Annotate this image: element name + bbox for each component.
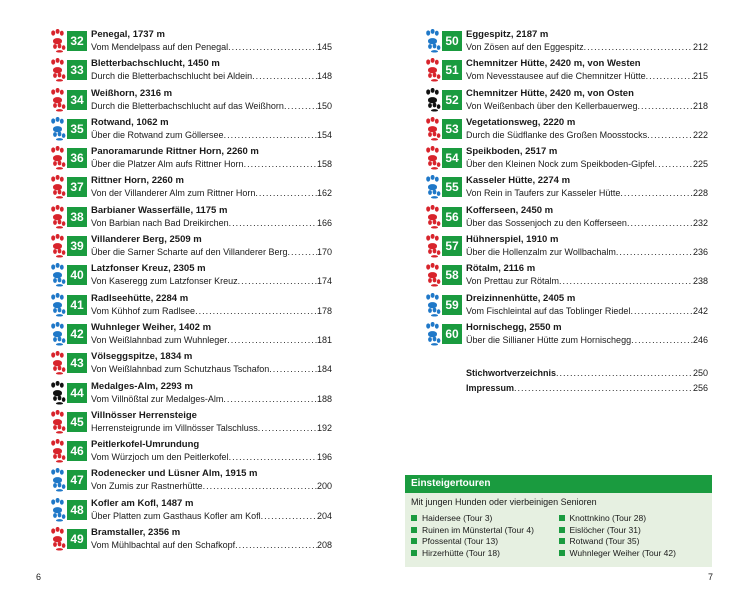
paw-red-icon bbox=[425, 205, 441, 229]
toc-entry bbox=[50, 467, 332, 496]
tour-page: 192 bbox=[316, 422, 332, 433]
beginner-tour-item bbox=[411, 525, 559, 537]
tour-page: 208 bbox=[316, 540, 332, 551]
bullet-square-icon bbox=[559, 515, 565, 521]
paw-red-icon bbox=[425, 146, 441, 170]
paw-blue-icon bbox=[425, 175, 441, 199]
tour-number: 32 bbox=[67, 31, 87, 51]
tour-page: 174 bbox=[316, 276, 332, 287]
tour-title: Bletterbachschlucht, 1450 m bbox=[91, 58, 220, 70]
beginner-tour-label: Haidersee (Tour 3) bbox=[422, 513, 493, 523]
tour-title: Penegal, 1737 m bbox=[91, 29, 165, 40]
leader-dots bbox=[287, 246, 317, 258]
tour-page: 148 bbox=[316, 71, 332, 82]
tour-title: Radlseehütte, 2284 m bbox=[91, 292, 189, 304]
tour-route: Von Rein in Taufers zur Kasseler Hütte bbox=[466, 188, 621, 199]
toc-entry bbox=[425, 233, 708, 262]
tour-route: Über die Rotwand zum Göllersee bbox=[91, 129, 224, 140]
tour-route: Durch die Südflanke des Großen Moosstocks bbox=[466, 129, 648, 140]
paw-blue-icon bbox=[425, 293, 441, 317]
tour-number: 40 bbox=[67, 265, 87, 285]
tour-route: Vom Nevesstausee auf die Chemnitzer Hütte bbox=[466, 71, 646, 82]
tour-title: Völseggspitze, 1834 m bbox=[91, 351, 193, 363]
bullet-square-icon bbox=[559, 527, 565, 533]
tour-number: 33 bbox=[67, 60, 87, 80]
tour-route: Von der Villanderer Alm zum Rittner Horn bbox=[91, 188, 256, 199]
leader-dots bbox=[630, 305, 693, 317]
paw-red-icon bbox=[50, 58, 66, 82]
tour-route: Über die Sillianer Hütte zum Hornischegg bbox=[466, 334, 632, 345]
toc-entry bbox=[50, 409, 332, 438]
tour-title: Weißhorn, 2316 m bbox=[91, 87, 173, 99]
tour-title: Chemnitzer Hütte, 2420 m, von Osten bbox=[466, 87, 634, 99]
tour-title: Barbianer Wasserfälle, 1175 m bbox=[91, 204, 228, 216]
toc-entry bbox=[425, 321, 708, 350]
tour-number: 50 bbox=[442, 31, 462, 51]
leader-dots bbox=[244, 158, 317, 170]
leader-dots bbox=[255, 187, 317, 199]
paw-blue-icon bbox=[425, 29, 441, 53]
toc-entry bbox=[50, 28, 332, 57]
beginner-tours-col-1 bbox=[411, 513, 559, 559]
page-number-right: 7 bbox=[708, 572, 714, 582]
tour-title: Peitlerkofel-Umrundung bbox=[91, 439, 200, 451]
leader-dots bbox=[228, 41, 317, 53]
tour-route: Von Weißenbach über den Kellerbauerweg bbox=[466, 100, 638, 111]
leader-dots bbox=[616, 246, 693, 258]
beginner-tour-label: Hirzerhütte (Tour 18) bbox=[422, 547, 500, 558]
tour-title: Kasseler Hütte, 2274 m bbox=[466, 175, 571, 187]
tour-page: 215 bbox=[692, 71, 708, 82]
tour-title: Latzfonser Kreuz, 2305 m bbox=[91, 263, 206, 275]
tour-route: Vom Mühlbachtal auf den Schafkopf bbox=[91, 540, 236, 551]
leader-dots bbox=[646, 70, 693, 82]
paw-red-icon bbox=[50, 205, 66, 229]
tour-page: 238 bbox=[692, 276, 708, 287]
tour-number: 41 bbox=[67, 295, 87, 315]
toc-entry bbox=[50, 262, 332, 291]
tour-route: Durch die Bletterbachschlucht auf das Weißhorn bbox=[91, 100, 284, 111]
toc-entry bbox=[425, 116, 708, 145]
leader-dots bbox=[227, 334, 317, 346]
tour-number: 46 bbox=[67, 441, 87, 461]
extra-page: 250 bbox=[692, 368, 708, 378]
tour-page: 228 bbox=[692, 188, 708, 199]
paw-blue-icon bbox=[50, 263, 66, 287]
tour-route: Von Kaseregg zum Latzfonser Kreuz bbox=[91, 276, 238, 287]
beginner-tour-item bbox=[559, 548, 707, 560]
toc-entry bbox=[50, 321, 332, 350]
tour-number: 60 bbox=[442, 324, 462, 344]
toc-entry bbox=[50, 87, 332, 116]
tour-title: Rittner Horn, 2260 m bbox=[91, 175, 184, 187]
tour-page: 170 bbox=[316, 247, 332, 258]
tour-page: 232 bbox=[692, 217, 708, 228]
tour-number: 57 bbox=[442, 236, 462, 256]
paw-red-icon bbox=[425, 58, 441, 82]
tour-title: Rotwand, 1062 m bbox=[91, 116, 169, 128]
toc-entry bbox=[50, 174, 332, 203]
tour-page: 162 bbox=[316, 188, 332, 199]
tour-route: Durch die Bletterbachschlucht bei Aldein bbox=[91, 71, 253, 82]
paw-blue-icon bbox=[50, 498, 66, 522]
extra-label: Impressum bbox=[466, 383, 515, 393]
tour-title: Speikboden, 2517 m bbox=[466, 146, 558, 158]
bullet-square-icon bbox=[559, 550, 565, 556]
tour-title: Villanderer Berg, 2509 m bbox=[91, 234, 202, 246]
paw-red-icon bbox=[425, 234, 441, 258]
tour-number: 53 bbox=[442, 119, 462, 139]
tour-page: 236 bbox=[692, 247, 708, 258]
tour-route: Über die Sarner Scharte auf den Villanderer Berg bbox=[91, 247, 288, 258]
bullet-square-icon bbox=[559, 538, 565, 544]
toc-entry bbox=[50, 438, 332, 467]
toc-entry bbox=[50, 116, 332, 145]
tour-title: Kofler am Kofl, 1487 m bbox=[91, 497, 194, 509]
tour-title: Panoramarunde Rittner Horn, 2260 m bbox=[91, 146, 259, 158]
beginner-tour-label: Knottnkino (Tour 28) bbox=[569, 513, 647, 523]
beginner-tour-item bbox=[559, 525, 707, 537]
tour-page: 200 bbox=[316, 481, 332, 492]
leader-dots bbox=[647, 129, 693, 141]
tour-page: 246 bbox=[692, 334, 708, 345]
tour-number: 43 bbox=[67, 353, 87, 373]
paw-blue-icon bbox=[50, 468, 66, 492]
tour-page: 178 bbox=[316, 305, 332, 316]
paw-blue-icon bbox=[50, 293, 66, 317]
bullet-square-icon bbox=[411, 527, 417, 533]
paw-black-icon bbox=[425, 88, 441, 112]
tour-number: 45 bbox=[67, 412, 87, 432]
tour-route: Vom Fischleintal auf das Toblinger Riedel bbox=[466, 305, 631, 316]
beginner-tour-label: Ruinen im Münstertal (Tour 4) bbox=[422, 524, 534, 535]
toc-extra-row bbox=[466, 366, 708, 381]
tour-page: 222 bbox=[692, 129, 708, 140]
tour-number: 58 bbox=[442, 265, 462, 285]
toc-entry bbox=[50, 380, 332, 409]
tour-number: 38 bbox=[67, 207, 87, 227]
paw-red-icon bbox=[50, 439, 66, 463]
leader-dots bbox=[584, 41, 693, 53]
tour-number: 48 bbox=[67, 500, 87, 520]
tour-title: Dreizinnenhütte, 2405 m bbox=[466, 292, 576, 304]
paw-red-icon bbox=[50, 527, 66, 551]
tour-route: Von Weißlahnbad zum Wuhnleger bbox=[91, 334, 228, 345]
tour-number: 39 bbox=[67, 236, 87, 256]
tour-number: 54 bbox=[442, 148, 462, 168]
tour-title: Rodenecker und Lüsner Alm, 1915 m bbox=[91, 468, 258, 480]
tour-route: Von Zösen auf den Eggespitz bbox=[466, 42, 584, 52]
beginner-tour-label: Pfossental (Tour 13) bbox=[422, 536, 499, 546]
toc-list-right bbox=[425, 28, 708, 350]
tour-route: Über die Platzer Alm aufs Rittner Horn bbox=[91, 159, 244, 170]
paw-red-icon bbox=[50, 351, 66, 375]
tour-number: 44 bbox=[67, 383, 87, 403]
toc-entry bbox=[425, 262, 708, 291]
tour-route: Von Zumis zur Rastnerhütte bbox=[91, 481, 203, 492]
tour-page: 158 bbox=[316, 159, 332, 170]
beginner-tours-subtitle: Mit jungen Hunden oder vierbeinigen Senioren bbox=[411, 497, 597, 507]
toc-extra-row bbox=[466, 381, 708, 396]
toc-entry bbox=[425, 174, 708, 203]
beginner-tour-label: Eislöcher (Tour 31) bbox=[569, 524, 641, 535]
paw-red-icon bbox=[50, 410, 66, 434]
toc-entry bbox=[50, 292, 332, 321]
leader-dots bbox=[620, 187, 693, 199]
tour-page: 181 bbox=[316, 334, 332, 345]
tour-number: 35 bbox=[67, 119, 87, 139]
leader-dots bbox=[631, 334, 693, 346]
tour-title: Chemnitzer Hütte, 2420 m, von Westen bbox=[466, 58, 641, 70]
beginner-tours-box bbox=[405, 475, 712, 567]
tour-page: 184 bbox=[316, 364, 332, 375]
tour-title: Kofferseen, 2450 m bbox=[466, 204, 554, 216]
tour-number: 55 bbox=[442, 177, 462, 197]
leader-dots bbox=[223, 393, 317, 405]
tour-page: 204 bbox=[316, 510, 332, 521]
paw-black-icon bbox=[50, 381, 66, 405]
paw-red-icon bbox=[425, 263, 441, 287]
tour-number: 49 bbox=[67, 529, 87, 549]
leader-dots bbox=[235, 539, 317, 551]
tour-number: 37 bbox=[67, 177, 87, 197]
tour-title: Bramstaller, 2356 m bbox=[91, 527, 181, 539]
right-page bbox=[375, 0, 750, 600]
tour-route: Vom Kühhof zum Radlsee bbox=[91, 305, 196, 316]
paw-blue-icon bbox=[50, 117, 66, 141]
toc-entry bbox=[50, 233, 332, 262]
extra-page: 256 bbox=[692, 383, 708, 393]
leader-dots bbox=[514, 381, 693, 396]
bullet-square-icon bbox=[411, 550, 417, 556]
tour-route: Über Platten zum Gasthaus Kofler am Kofl bbox=[91, 510, 261, 521]
tour-page: 196 bbox=[316, 452, 332, 463]
leader-dots bbox=[229, 451, 317, 463]
toc-entry bbox=[425, 204, 708, 233]
tour-page: 212 bbox=[692, 42, 708, 52]
beginner-tour-item bbox=[559, 536, 707, 548]
beginner-tours-title: Einsteigertouren bbox=[405, 475, 712, 493]
leader-dots bbox=[203, 480, 317, 492]
tour-title: Eggespitz, 2187 m bbox=[466, 29, 549, 40]
beginner-tours-col-2 bbox=[559, 513, 707, 559]
tour-route: Vom Würzjoch um den Peitlerkofel bbox=[91, 452, 229, 463]
tour-route: Von Weißlahnbad zum Schutzhaus Tschafon bbox=[91, 364, 270, 375]
leader-dots bbox=[238, 275, 317, 287]
tour-route: Über die Hollenzalm zur Wollbachalm bbox=[466, 247, 616, 258]
tour-title: Medalges-Alm, 2293 m bbox=[91, 380, 193, 392]
tour-title: Villnösser Herrensteige bbox=[91, 409, 197, 421]
beginner-tour-item bbox=[411, 536, 559, 548]
beginner-tour-item bbox=[411, 548, 559, 560]
tour-route: Von Barbian nach Bad Dreikirchen bbox=[91, 217, 229, 228]
tour-route: Über das Sossenjoch zu den Kofferseen bbox=[466, 217, 627, 228]
paw-red-icon bbox=[50, 29, 66, 53]
tour-page: 154 bbox=[316, 129, 332, 140]
paw-red-icon bbox=[425, 117, 441, 141]
tour-page: 145 bbox=[316, 42, 332, 52]
tour-title: Rötalm, 2116 m bbox=[466, 263, 536, 275]
toc-entry bbox=[425, 292, 708, 321]
toc-entry bbox=[50, 526, 332, 555]
tour-page: 242 bbox=[692, 305, 708, 316]
tour-page: 188 bbox=[316, 393, 332, 404]
toc-list-left bbox=[50, 28, 332, 555]
tour-number: 52 bbox=[442, 90, 462, 110]
toc-entry bbox=[50, 497, 332, 526]
beginner-tour-item bbox=[559, 513, 707, 525]
tour-title: Wuhnleger Weiher, 1402 m bbox=[91, 321, 212, 333]
paw-red-icon bbox=[50, 146, 66, 170]
beginner-tour-item bbox=[411, 513, 559, 525]
paw-blue-icon bbox=[50, 322, 66, 346]
tour-page: 225 bbox=[692, 159, 708, 170]
toc-entry bbox=[425, 57, 708, 86]
tour-route: Vom Villnößtal zur Medalges-Alm bbox=[91, 393, 224, 404]
page-number-left: 6 bbox=[36, 572, 42, 582]
paw-red-icon bbox=[50, 234, 66, 258]
extra-label: Stichwortverzeichnis bbox=[466, 368, 557, 378]
toc-entry bbox=[425, 145, 708, 174]
toc-extras bbox=[466, 366, 708, 396]
leader-dots bbox=[195, 305, 317, 317]
tour-route: Herrensteigrunde im Villnösser Talschluss bbox=[91, 422, 258, 433]
tour-number: 51 bbox=[442, 60, 462, 80]
toc-entry bbox=[50, 204, 332, 233]
tour-title: Vegetationsweg, 2220 m bbox=[466, 116, 576, 128]
leader-dots bbox=[261, 510, 317, 522]
tour-page: 218 bbox=[692, 100, 708, 111]
tour-title: Hornischegg, 2550 m bbox=[466, 321, 562, 333]
beginner-tour-label: Rotwand (Tour 35) bbox=[569, 536, 640, 546]
tour-number: 42 bbox=[67, 324, 87, 344]
leader-dots bbox=[655, 158, 693, 170]
leader-dots bbox=[559, 275, 693, 287]
leader-dots bbox=[224, 129, 317, 141]
tour-number: 59 bbox=[442, 295, 462, 315]
beginner-tour-label: Wuhnleger Weiher (Tour 42) bbox=[569, 547, 676, 558]
paw-red-icon bbox=[50, 175, 66, 199]
tour-route: Von Prettau zur Rötalm bbox=[466, 276, 560, 287]
tour-number: 56 bbox=[442, 207, 462, 227]
tour-number: 34 bbox=[67, 90, 87, 110]
tour-title: Hühnerspiel, 1910 m bbox=[466, 234, 559, 246]
paw-red-icon bbox=[50, 88, 66, 112]
tour-page: 166 bbox=[316, 217, 332, 228]
toc-entry bbox=[425, 87, 708, 116]
toc-entry bbox=[425, 28, 708, 57]
toc-entry bbox=[50, 57, 332, 86]
tour-number: 47 bbox=[67, 470, 87, 490]
paw-blue-icon bbox=[425, 322, 441, 346]
toc-entry bbox=[50, 145, 332, 174]
leader-dots bbox=[627, 217, 693, 229]
bullet-square-icon bbox=[411, 538, 417, 544]
leader-dots bbox=[229, 217, 317, 229]
leader-dots bbox=[258, 422, 317, 434]
leader-dots bbox=[556, 366, 693, 381]
bullet-square-icon bbox=[411, 515, 417, 521]
toc-entry bbox=[50, 350, 332, 379]
tour-page: 150 bbox=[316, 100, 332, 111]
tour-route: Über den Kleinen Nock zum Speikboden-Gipfel bbox=[466, 159, 655, 170]
leader-dots bbox=[637, 100, 693, 112]
tour-route: Vom Mendelpass auf den Penegal bbox=[91, 42, 229, 52]
leader-dots bbox=[252, 70, 317, 82]
tour-number: 36 bbox=[67, 148, 87, 168]
leader-dots bbox=[269, 363, 317, 375]
leader-dots bbox=[284, 100, 317, 112]
